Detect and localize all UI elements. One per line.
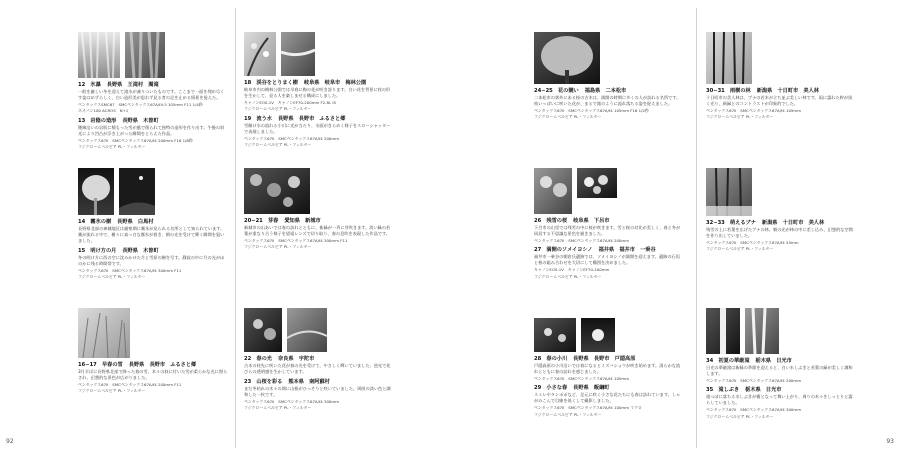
caption-entry-12 [78,32,228,150]
caption-body-27: 福井市一乗谷の朝倉氏遺跡では、ソメイヨシノが満開を迎えます。遺跡の石垣と桜の組み合わせを大切にして構図を決めました。 [534,254,680,266]
caption-title-13: 13 岩陰の造形 長野県 木曽町 [78,117,159,124]
caption-spec: ペンタックス67II SMCペンタックス67A/f4 100mm マクロ [534,405,642,411]
caption-spec: ペンタックス67II SMCペンタックス67A/f4 300mm [244,398,339,404]
caption-entry-27 [534,246,684,279]
caption-entry-23 [244,378,394,411]
caption-title-16-17: 16−17 早春の雪 長野県 長野市 ふるさと郷 [78,362,197,368]
page-number-right: 93 [886,438,894,445]
photo-spring-light [244,308,282,352]
photo-kegon-falls [706,308,740,354]
caption-title-26: 26 残雪の桜 岐阜県 下呂市 [534,218,610,224]
caption-spec: キャノンEOS-1V キャノンEF70-200mm [534,267,610,273]
caption-spec: ペンタックスSMC67 SMCペンタックス67A/f4.5 105mm F11 1/4秒 [78,101,203,107]
caption-entry-32-33 [706,168,856,252]
caption-spec: フジクロームベルビア PL・フィルター [78,388,146,394]
photo-beech-forest-rain [706,32,752,84]
caption-body-34: 日光の華厳滝は新緑の季節を迎えると、白い水しぶきと若葉の緑が美しく調和します。 [706,365,853,376]
photo-sprouting-leaves [244,168,310,214]
caption-spec: ペンタックス67II SMCペンタックス67A/f4 300mm F11 [244,237,348,243]
caption-spec: フジクロームベルビア PL・フィルター [706,413,774,419]
photo-frosted-tree [78,168,114,215]
spine-gutter [445,0,456,455]
caption-body-15: 冬の明け方に西の空に沈みかけた月と雪原の樹を写す。静寂の中に月の光がほのかに残る時間帯です。 [78,254,225,266]
caption-body-23: まだ冬枯れの木々の間に山桜がひっそりと咲いていました。周囲の淡い色と調和した一枚です。 [244,385,391,397]
caption-spec: ペンタックス67II SMCペンタックス67A/f4 105mm [534,375,629,381]
photo-waterfall-spray [745,308,779,354]
caption-spec: フジクロームベルビア PL・フィルター [244,106,312,112]
caption-body-20-21: 新城市の山あいでは春の訪れとともに、新緑が一斉に芽吹きます。淡い緑の若葉が重なり合う様子を望遠レンズで切り取り、春の息吹を表現した作品です。 [244,225,391,236]
caption-title-32-33: 32−33 萌えるブナ 新潟県 十日町市 美人林 [706,220,825,226]
caption-title-27: 27 満開のソメイヨシノ 福井県 福井市 一乗谷 [534,247,656,254]
caption-spec: ペンタックス67II SMCペンタックス67A/f4 300mm F11 [78,267,182,273]
caption-entry-26 [534,168,684,279]
caption-entry-19 [244,115,394,148]
caption-spec: フジクロームベルビア PL・フィルター [706,246,774,252]
photo-spring-creek [534,318,576,352]
caption-title-28: 28 春の小川 長野県 長野市 戸隠高原 [534,356,636,362]
caption-title-22: 22 春の光 奈良県 宇陀市 [244,356,315,362]
photo-snow-cherry [534,168,572,214]
caption-body-26: 下呂市の山里では残雪の中に桜が咲きます。雪と桜の対比が美しく、春と冬が同居する不思議な景色を描きました。 [534,225,681,236]
caption-entry-14 [78,168,228,280]
photo-stream [281,32,315,76]
caption-title-19: 19 流う水 長野県 長野市 ふるさと郷 [244,115,346,122]
caption-entry-16-17 [78,308,228,394]
caption-spec: フジクロームベルビア PL・フィルター [244,142,312,148]
caption-title-14: 14 霧氷の樹 長野県 白馬村 [78,219,154,225]
photo-mountain-cherry [287,308,327,352]
caption-entry-28 [534,318,684,417]
caption-body-14: 長野県北部の神城地区は厳寒期に霧氷が見られる名所として知られています。霧が流れる中で、樹々に真っ白な霧氷が着き、朝の光を受けて輝く瞬間を狙いました。 [78,226,225,243]
caption-title-20-21: 20−21 芽春 愛知県 新城市 [244,218,321,224]
caption-entry-18 [244,32,394,148]
caption-spec: フジクロームベルビア PL・フィルター [534,411,602,417]
caption-title-12: 12 氷瀑 長野県 王滝村 濁滝 [78,82,159,88]
caption-entry-35 [706,386,856,419]
caption-entry-15 [78,247,228,280]
caption-body-18: 岐阜市内の梅林公園では早春に梅の花が咲き誇ります。白い花を背景に枝の形を生かして、見る人を楽しませる構成にしました。 [244,87,391,98]
right-page [456,0,900,455]
caption-spec: フジクロームベルビア PL・フィルター [78,274,146,280]
column-divider [696,8,697,448]
caption-spec: フジクロームベルビア PL・フィルター [244,244,312,250]
caption-title-34: 34 初夏の華厳滝 栃木県 日光市 [706,358,792,364]
caption-body-24-25: 二本松市の郊外にある桜の古木は、満開の時期に多くの人が訪れる名所です。枝いっぱいに咲いた花が、まるで滝のように流れ落ちる姿を捉えました。 [534,95,681,106]
caption-title-30-31: 30−31 雨樹の林 新潟県 十日町市 美人林 [706,88,819,94]
photo-ice-falls [78,32,120,78]
caption-body-13: 稜線沿いの岩肌に積もった雪が風で削られて独特の造形を作り出す。午後の斜光により凹凸が浮き上がった瞬間をとらえた作品。 [78,124,225,136]
photo-small-spring [581,318,615,352]
caption-spec: ペンタックス67II SMCペンタックス67A/f4 200mm [244,135,339,141]
caption-body-35: 滝つぼに落ちる水しぶきが霧となって舞い上がり、周りの木々をしっとりと濡らしていました。 [706,394,853,406]
caption-body-30-31: 十日町市の美人林は、ブナの若木が立ち並ぶ美しい林です。雨に濡れた幹が黒く光り、新緑とのコントラストが印象的でした。 [706,95,853,106]
caption-entry-30-31 [706,32,856,120]
photo-frozen-waterfall [125,32,165,78]
caption-body-16-17: 3月半ばに長野県北部で降った春の雪。木々の枝に付いた雪が柔らかな光に照らされ、幻想的な景色が広がりました。 [78,369,228,380]
photo-spring-snow [78,308,130,358]
caption-spec: ネオパン100 ACROS N+1 [78,108,129,114]
caption-body-29: スミレやタンポポなど、足元に咲く小さな花たちにも春は訪れています。しゃがみこんで目線を低くして撮影しました。 [534,392,681,404]
caption-body-32-33: 残雪の上に若葉を広げたブナの林。朝の光が林の中に差し込み、幻想的な空間を作り出していました。 [706,227,853,238]
photo-plum-tree [244,32,276,76]
caption-title-29: 29 小さな春 長野県 飯綱町 [534,385,610,392]
photo-weeping-cherry [534,32,600,84]
photo-blossoms [577,168,617,198]
caption-spec: ペンタックス67II SMCペンタックス67A/f4 200mm [706,377,801,383]
caption-spec: フジクロームベルビア PL・フィルター [244,405,312,411]
caption-entry-34 [706,308,856,419]
caption-body-22: 古木の枝先に咲いた花が春の光を受けて、やさしく輝いていました。逆光で花びらの透明感を生かしています。 [244,363,391,374]
caption-entry-13 [78,117,228,150]
caption-spec: キャノンEOS-1V キャノンEF70-200mm F2.8L IS [244,99,336,105]
caption-spec: ペンタックス67II SMCペンタックス67A/f4 200mm F16 1/8秒 [78,137,193,143]
caption-title-23: 23 山桜を彩る 熊本県 南阿蘇村 [244,378,330,385]
caption-spec: ペンタックス67II SMCペンタックス67A/f4 105mm [706,107,801,113]
caption-body-12: 一般を厳しい冬を迎えて滝水が凍りついたものです。ここまで一面を埋め尽くす姿はめずらしく、白い造形美が思わず見る者の足を止める情景を捉えた。 [78,89,225,100]
caption-title-24-25: 24−25 花の競い 福島県 二本松市 [534,88,627,94]
caption-entry-29 [534,384,684,417]
caption-entry-20-21 [244,168,394,250]
caption-spec: ペンタックス67II SMCペンタックス67A/f4 200mm [534,237,629,243]
caption-title-35: 35 滝しぶき 栃木県 日光市 [706,387,782,394]
photo-dawn-moon [119,168,155,215]
caption-spec: ペンタックス67II SMCペンタックス67A/f4 55mm [706,239,799,245]
column-divider [235,8,236,448]
caption-spec: フジクロームベルビア PL・フィルター [534,273,602,279]
caption-spec: フジクロームベルビア PL・フィルター [706,114,774,120]
caption-spec: ペンタックス67II SMCペンタックス67A/f4 105mm F16 1/2秒 [534,107,649,113]
caption-entry-24-25 [534,32,684,120]
left-page [0,0,445,455]
caption-title-18: 18 渓谷をとりまく樹 岐阜県 岐阜市 梅林公園 [244,80,367,86]
caption-spec: ペンタックス67II SMCペンタックス67A/f4 200mm F11 [78,381,182,387]
caption-spec: フジクロームベルビア PL・フィルター [78,144,146,150]
caption-body-28: 戸隠高原の小川沿いでは春になるとミズバショウが咲き始めます。清らかな流れとともに春の訪れを感じました。 [534,363,681,374]
caption-spec: ペンタックス67II SMCペンタックス67A/f4 300mm [706,407,801,413]
caption-body-19: 雪解け水の流れる小川に光が当たり、水面がきらめく様子をスローシャッターで表現しました。 [244,122,391,134]
caption-spec: フジクロームベルビア PL・フィルター [534,114,602,120]
photo-budding-beech [706,168,752,216]
caption-title-15: 15 明け方の月 長野県 木曽町 [78,247,159,254]
page-number-left: 92 [6,438,14,445]
caption-entry-22 [244,308,394,411]
